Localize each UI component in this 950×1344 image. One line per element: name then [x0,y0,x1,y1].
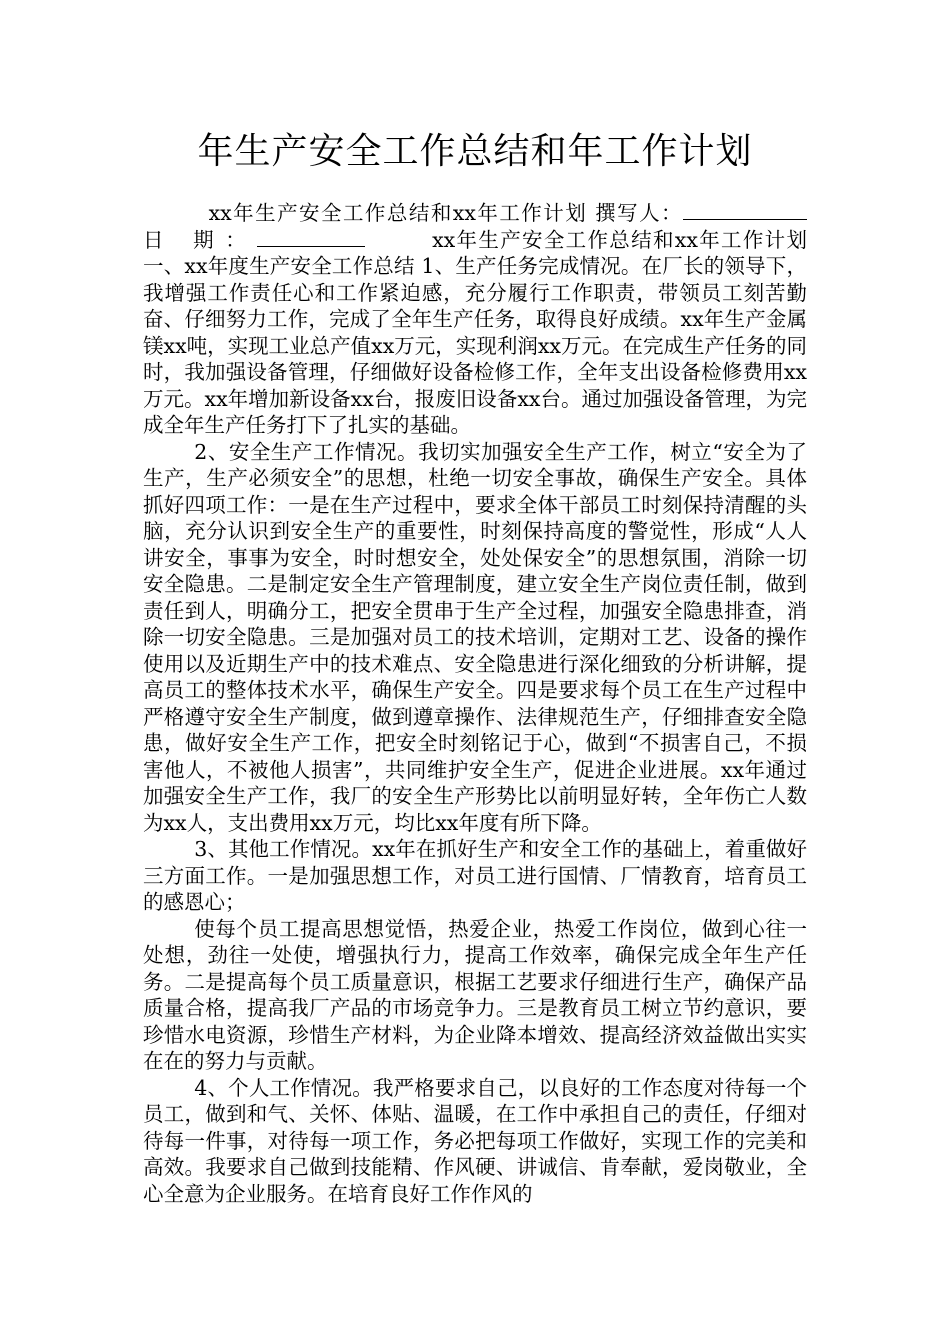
document-body [143,200,807,1207]
header-subtitle-repeat: xx年生产安全工作总结和xx年工作计划 [432,227,807,252]
paragraph-2: 2、安全生产工作情况。我切实加强安全生产工作，树立“安全为了生产，生产必须安全”的思想，杜绝一切安全事故，确保生产安全。具体抓好四项工作：一是在生产过程中，要求全体干部员工时刻保持清醒的头脑，充分认识到安全生产的重要性，时刻保持高度的警觉性，形成“人人讲安全，事事为安全，时时想安全，处处保安全”的思想氛围，消除一切安全隐患。二是制定安全生产管理制度，建立安全生产岗位责任制，做到责任到人，明确分工，把安全贯串于生产全过程，加强安全隐患排查，消除一切安全隐患。三是加强对员工的技术培训，定期对工艺、设备的操作使用以及近期生产中的技术难点、安全隐患进行深化细致的分析讲解，提高员工的整体技术水平，确保生产安全。四是要求每个员工在生产过程中严格遵守安全生产制度，做到遵章操作、法律规范生产，仔细排查安全隐患，做好安全生产工作，把安全时刻铭记于心，做到“不损害自己，不损害他人，不被他人损害”，共同维护安全生产，促进企业进展。xx年通过加强安全生产工作，我厂的安全生产形势比以前明显好转，全年伤亡人数为xx人，支出费用xx万元，均比xx年度有所下降。 [143,439,807,835]
header-subtitle: xx年生产安全工作总结和xx年工作计划 [208,201,588,225]
paragraph-3: 3、其他工作情况。xx年在抓好生产和安全工作的基础上，着重做好三方面工作。一是加强思想工作，对员工进行国情、厂情教育，培育员工的感恩心； [143,837,807,914]
header-paragraph [143,200,807,439]
author-blank [683,201,785,220]
author-blank-tail [785,201,807,220]
date-label: 日 期： [143,227,258,252]
paragraph-1-text: 一、xx年度生产安全工作总结 1、生产任务完成情况。在厂长的领导下，我增强工作责任心和工作紧迫感，充分履行工作职责，带领员工刻苦勤奋、仔细努力工作，完成了全年生产任务，取得良好成绩。xx年生产金属镁xx吨，实现工业总产值xx万元，实现利润xx万元。在完成生产任务的同时，我加强设备管理，仔细做好设备检修工作，全年支出设备检修费用xx万元。xx年增加新设备xx台，报废旧设备xx台。通过加强设备管理，为完成全年生产任务打下了扎实的基础。 [143,254,807,437]
date-blank [257,228,365,247]
paragraph-5: 4、个人工作情况。我严格要求自己，以良好的工作态度对待每一个员工，做到和气、关怀、体贴、温暖，在工作中承担自己的责任，仔细对待每一件事，对待每一项工作，务必把每项工作做好，实现工作的完美和高效。我要求自己做到技能精、作风硬、讲诚信、肯奉献，爱岗敬业，全心全意为企业服务。在培育良好工作作风的 [143,1075,807,1206]
author-label: 撰写人： [595,201,683,225]
paragraph-4: 使每个员工提高思想觉悟，热爱企业，热爱工作岗位，做到心往一处想，劲往一处使，增强执行力，提高工作效率，确保完成全年生产任务。二是提高每个员工质量意识，根据工艺要求仔细进行生产，确保产品质量合格，提高我厂产品的市场竞争力。三是教育员工树立节约意识，要珍惜水电资源，珍惜生产材料，为企业降本增效、提高经济效益做出实实在在的努力与贡献。 [143,916,807,1073]
document-title: 年生产安全工作总结和年工作计划 [197,131,753,172]
